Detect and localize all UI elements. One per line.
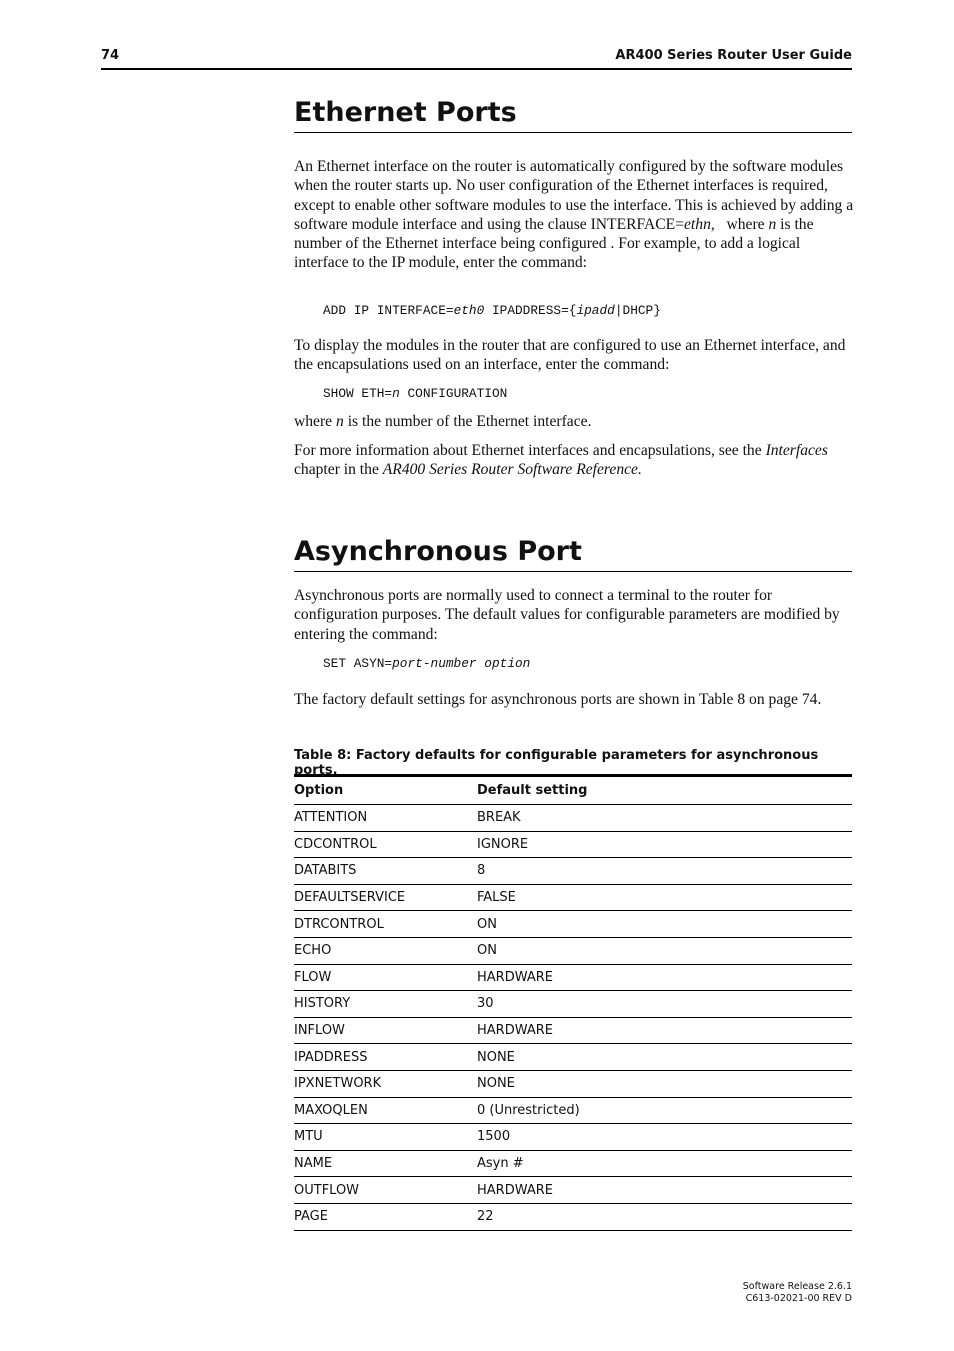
default-setting-cell: FALSE [477,884,852,911]
table-body [294,805,852,1231]
default-setting-cell: HARDWARE [477,1177,852,1204]
table-row [294,1203,852,1230]
command-set-asyn [323,656,530,672]
table-row [294,991,852,1018]
option-cell: NAME [294,1150,477,1177]
column-header-option: Option [294,776,477,805]
option-cell: DEFAULTSERVICE [294,884,477,911]
option-cell: ECHO [294,937,477,964]
option-cell: DTRCONTROL [294,911,477,938]
text-run: An Ethernet interface on the router is automatically configured by the software modules when the router starts up. No user configuration of the Ethernet interfaces is required, except to enable other software modules to use the interface. This is achieved by adding a software module interface and using the clause INTERFACE= [294,158,854,233]
option-cell: MTU [294,1124,477,1151]
text-run-italic: n [768,215,777,233]
default-setting-cell: BREAK [477,805,852,832]
code-run-italic: n [392,386,400,401]
async-defaults-paragraph: The factory default settings for asynchronous ports are shown in Table 8 on page 74. [294,691,822,708]
table-row [294,884,852,911]
code-run-italic: eth0 [453,303,485,318]
code-run-italic: ipadd [576,303,615,318]
table-row [294,858,852,885]
option-cell: OUTFLOW [294,1177,477,1204]
default-setting-cell: ON [477,937,852,964]
table-row [294,805,852,832]
default-setting-cell: Asyn # [477,1150,852,1177]
code-run: ADD IP INTERFACE= [323,303,454,318]
text-run-italic: ethn [684,215,711,233]
code-run: SHOW ETH= [323,386,393,401]
option-cell: CDCONTROL [294,831,477,858]
default-setting-cell: HARDWARE [477,1017,852,1044]
code-run-italic: port-number option [392,656,531,671]
table-row [294,1097,852,1124]
ethernet-intro-paragraph [294,157,854,273]
text-run: where [294,413,336,430]
text-run: chapter in the [294,461,383,479]
command-show-eth [323,386,507,402]
text-run: is the number of the Ethernet interface being configured . For example, to add a logical interface to the IP module, enter the command: [294,215,814,272]
code-run: CONFIGURATION [399,386,508,401]
code-run: |DHCP} [614,303,661,318]
text-run: For more information about Ethernet interfaces and encapsulations, see the [294,442,766,459]
default-setting-cell: 30 [477,991,852,1018]
table-row [294,1070,852,1097]
option-cell: PAGE [294,1203,477,1230]
table-row [294,964,852,991]
option-cell: ATTENTION [294,805,477,832]
ethernet-more-info-paragraph [294,441,854,480]
table-row [294,1150,852,1177]
table-row [294,911,852,938]
default-setting-cell: 8 [477,858,852,885]
option-cell: IPXNETWORK [294,1070,477,1097]
option-cell: MAXOQLEN [294,1097,477,1124]
default-setting-cell: 0 (Unrestricted) [477,1097,852,1124]
text-run: , where [710,215,769,233]
option-cell: HISTORY [294,991,477,1018]
table-row [294,831,852,858]
table-row [294,1124,852,1151]
page-footer [743,1281,852,1305]
software-release: Software Release 2.6.1 [742,1281,852,1292]
table-header-row [294,776,852,805]
option-cell: FLOW [294,964,477,991]
default-setting-cell: 22 [477,1203,852,1230]
default-setting-cell: NONE [477,1070,852,1097]
table-row [294,1044,852,1071]
text-run-italic: AR400 Series Router Software Reference. [382,461,642,479]
default-setting-cell: ON [477,911,852,938]
default-setting-cell: HARDWARE [477,964,852,991]
text-run: is the number of the Ethernet interface. [343,413,592,430]
default-setting-cell: 1500 [477,1124,852,1151]
page-header [101,48,852,70]
code-run: IPADDRESS={ [484,303,577,318]
column-header-default-setting: Default setting [477,776,852,805]
code-run: SET ASYN= [323,656,393,671]
text-run-italic: n [336,413,344,430]
guide-title: AR400 Series Router User Guide [615,48,852,63]
page-number: 74 [101,48,120,63]
table-row [294,1017,852,1044]
ethernet-display-paragraph: To display the modules in the router that are configured to use an Ethernet interface, and the encapsulations used on an interface, enter the command: [294,337,846,374]
section-title-ethernet-ports: Ethernet Ports [294,97,852,133]
text-run-italic: Interfaces [765,442,828,459]
section-title-asynchronous-port: Asynchronous Port [294,536,852,572]
option-cell: IPADDRESS [294,1044,477,1071]
async-intro-paragraph: Asynchronous ports are normally used to connect a terminal to the router for configuration purposes. The default values for configurable parameters are modified by entering the command: [294,587,840,643]
table-row [294,937,852,964]
default-setting-cell: IGNORE [477,831,852,858]
option-cell: INFLOW [294,1017,477,1044]
table-row [294,1177,852,1204]
ethernet-where-paragraph [294,412,854,431]
document-code: C613-02021-00 REV D [745,1293,852,1304]
table-caption: Table 8: Factory defaults for configurable parameters for asynchronous ports. [294,748,819,778]
default-setting-cell: NONE [477,1044,852,1071]
option-cell: DATABITS [294,858,477,885]
defaults-table [294,774,852,1231]
command-add-ip-interface [323,303,661,319]
